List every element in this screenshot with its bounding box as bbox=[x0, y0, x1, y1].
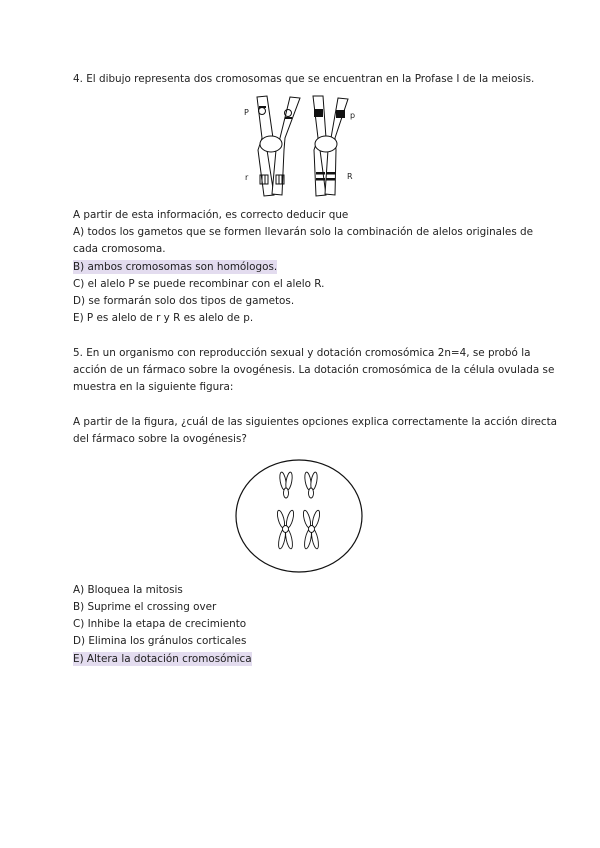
chromosome-pair-right bbox=[313, 96, 348, 196]
label-r-upper-right: R bbox=[347, 172, 353, 181]
q5-option-c[interactable]: C) Inhibe la etapa de crecimiento bbox=[73, 618, 247, 630]
q5-option-e[interactable] bbox=[73, 652, 252, 666]
label-p-lower-right: p bbox=[350, 111, 356, 120]
q4-option-b-text: B) ambos cromosomas son homólogos. bbox=[73, 261, 278, 273]
label-p-upper-left: P bbox=[244, 108, 249, 117]
q5-stem-line1: 5. En un organismo con reproducción sexual y dotación cromosómica 2n=4, se probó la bbox=[73, 347, 531, 359]
q5-stem-line2: acción de un fármaco sobre la ovogénesis. La dotación cromosómica de la célula ovulada se bbox=[73, 364, 555, 376]
chromosome-pair-left bbox=[257, 96, 300, 196]
q4-option-a-line2: cada cromosoma. bbox=[73, 243, 166, 255]
q5-cell-figure bbox=[232, 456, 366, 576]
q4-stem: 4. El dibujo representa dos cromosomas que se encuentran en la Profase I de la meiosis. bbox=[73, 73, 535, 85]
q4-option-b[interactable] bbox=[73, 260, 277, 274]
q4-lead: A partir de esta información, es correcto deducir que bbox=[73, 209, 349, 221]
q4-option-d[interactable]: D) se formarán solo dos tipos de gametos. bbox=[73, 295, 295, 307]
q4-option-a-line1: A) todos los gametos que se formen llevarán solo la combinación de alelos originales de bbox=[73, 226, 534, 238]
q5-option-a[interactable]: A) Bloquea la mitosis bbox=[73, 584, 183, 596]
q5-question-line2: del fármaco sobre la ovogénesis? bbox=[73, 433, 247, 445]
q5-option-e-text: E) Altera la dotación cromosómica bbox=[73, 653, 252, 665]
q5-option-b[interactable]: B) Suprime el crossing over bbox=[73, 601, 217, 613]
q5-stem-line3: muestra en la siguiente figura: bbox=[73, 381, 234, 393]
label-r-lower-left: r bbox=[245, 173, 249, 182]
q4-chromosome-figure bbox=[240, 92, 370, 204]
cell-outline bbox=[236, 460, 362, 572]
q5-question-line1: A partir de la figura, ¿cuál de las siguientes opciones explica correctamente la acción directa bbox=[73, 416, 558, 428]
q4-option-e[interactable]: E) P es alelo de r y R es alelo de p. bbox=[73, 312, 254, 324]
q5-option-d[interactable]: D) Elimina los gránulos corticales bbox=[73, 635, 247, 647]
q4-option-c[interactable]: C) el alelo P se puede recombinar con el alelo R. bbox=[73, 278, 325, 290]
